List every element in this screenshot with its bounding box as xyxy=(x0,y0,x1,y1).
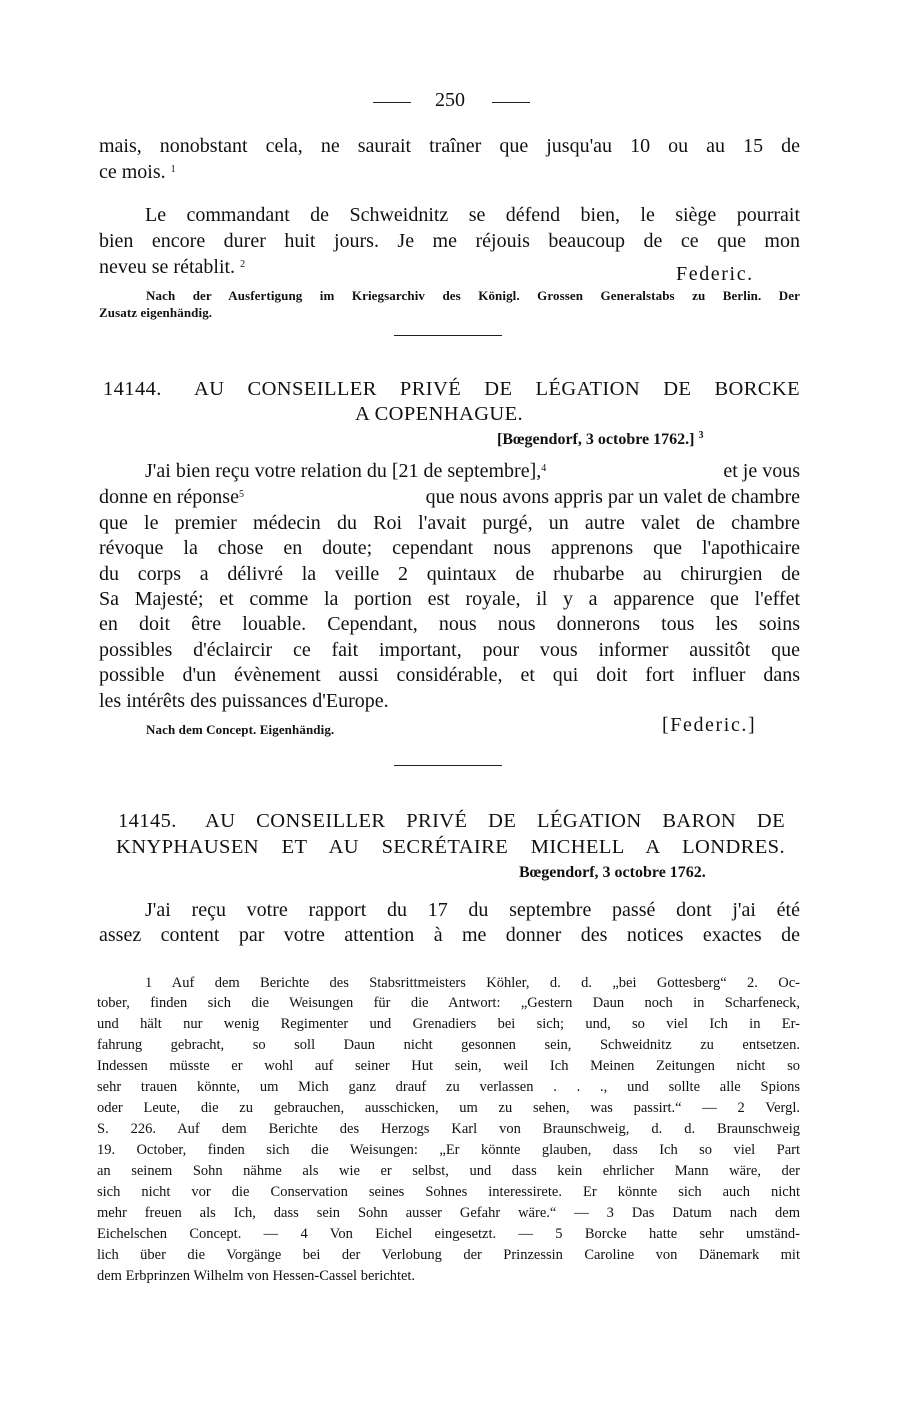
source-note-1-line-1: Nach der Ausfertigung im Kriegsarchiv des Königl. Grossen Generalstabs zu Berlin. Der xyxy=(146,288,800,303)
dateline-text: [Bœgendorf, 3 octobre 1762.] xyxy=(497,431,695,448)
letter-14144-line-8: possibles d'éclaircir ce fait important, pour vous informer aussitôt que xyxy=(99,639,800,661)
footnote-line-14: lich über die Vorgänge bei der Verlobung der Prinzessin Caroline von Dänemark mit xyxy=(97,1247,800,1263)
continuation-text: ce mois. xyxy=(99,161,166,183)
page-number-rule-left xyxy=(373,102,411,103)
signature-federic: Federic. xyxy=(676,263,754,285)
footnote-line-5: Indessen müsste er wohl auf seiner Hut sein, weil Ich Meinen Zeitungen nicht so xyxy=(97,1058,800,1074)
letter-14144-line-4: révoque la chose en doute; cependant nous apprenons que l'apothicaire xyxy=(99,537,800,559)
footnote-ref-4: 4 xyxy=(541,463,547,474)
footnote-line-6: sehr trauen könnte, um Mich ganz drauf zu verlassen . . ., und sollte alle Spions xyxy=(97,1079,800,1095)
footnote-line-12: mehr freuen als Ich, dass sein Sohn ausser Gefahr wäre.“ — 3 Das Datum nach dem xyxy=(97,1205,800,1221)
letter-14144-line-6: Sa Majesté; et comme la portion est royale, il y a apparence que l'effet xyxy=(99,588,800,610)
footnote-line-13: Eichelschen Concept. — 4 Von Eichel eingesetzt. — 5 Borcke hatte sehr umständ- xyxy=(97,1226,800,1242)
letter-14144-line-1-end: et je vous xyxy=(723,460,800,482)
letter-14144-heading-1: AU CONSEILLER PRIVÉ DE LÉGATION DE BORCKE xyxy=(194,378,800,400)
letter-14144-signature: [Federic.] xyxy=(662,714,757,736)
letter-14145-line-2: assez content par votre attention à me donner des notices exactes de xyxy=(99,924,800,946)
letter-14145-dateline: Bœgendorf, 3 octobre 1762. xyxy=(519,864,706,881)
page-number-rule-right xyxy=(492,102,530,103)
page-number: 250 xyxy=(435,89,465,111)
footnote-line-9: 19. October, finden sich die Weisungen: „Er könnte glauben, dass Ich so viel Part xyxy=(97,1142,800,1158)
continuation-line-2 xyxy=(99,160,176,185)
letter-14144-line-2-text: donne en réponse xyxy=(99,486,239,508)
letter-14144-line-10: les intérêts des puissances d'Europe. xyxy=(99,690,389,712)
footnote-line-7: oder Leute, die zu gebrauchen, ausschicken, um zu sehen, was passirt.“ — 2 Vergl. xyxy=(97,1100,800,1116)
section-divider-2 xyxy=(394,765,502,766)
letter-14144-heading-2: A COPENHAGUE. xyxy=(355,403,524,425)
letter-14145-heading-1: AU CONSEILLER PRIVÉ DE LÉGATION BARON DE xyxy=(205,810,785,832)
footnote-ref-2: 2 xyxy=(240,259,246,270)
paragraph1-line-1: Le commandant de Schweidnitz se défend bien, le siège pourrait xyxy=(145,204,800,226)
footnote-line-4: fahrung gebracht, so soll Daun nicht gesonnen sein, Schweidnitz zu entsetzen. xyxy=(97,1037,800,1053)
letter-14144-line-2 xyxy=(99,485,800,510)
letter-14144-line-9: possible d'un évènement aussi considérable, et qui doit fort influer dans xyxy=(99,664,800,686)
footnote-line-8: S. 226. Auf dem Berichte des Herzogs Karl von Braunschweig, d. d. Braunschweig xyxy=(97,1121,800,1137)
footnote-line-15: dem Erbprinzen Wilhelm von Hessen-Cassel berichtet. xyxy=(97,1268,416,1284)
footnote-ref-3: 3 xyxy=(698,430,704,441)
footnote-ref-5: 5 xyxy=(238,489,244,500)
letter-14144-source-note: Nach dem Concept. Eigenhändig. xyxy=(146,722,335,737)
letter-14144-line-1-start xyxy=(145,459,546,484)
letter-14144-line-1 xyxy=(145,459,800,484)
letter-14145-number: 14145. xyxy=(118,810,177,832)
footnote-line-1: 1 Auf dem Berichte des Stabsrittmeisters Köhler, d. d. „bei Gottesberg“ 2. Oc- xyxy=(145,975,800,991)
letter-14144-line-7: en doit être louable. Cependant, nous nous donnerons tous les soins xyxy=(99,613,800,635)
section-divider-1 xyxy=(394,335,502,336)
letter-14144-line-5: du corps a délivré la veille 2 quintaux de rhubarbe au chirurgien de xyxy=(99,563,800,585)
source-note-1-line-2: Zusatz eigenhändig. xyxy=(99,305,213,320)
footnote-line-11: sich nicht vor die Conservation seines Sohnes interessirete. Er könnte sich auch nicht xyxy=(97,1184,800,1200)
paragraph1-line-2: bien encore durer huit jours. Je me réjouis beaucoup de ce que mon xyxy=(99,230,800,252)
letter-14144-number: 14144. xyxy=(103,378,162,400)
letter-14144-line-2-end: que nous avons appris par un valet de chambre xyxy=(425,486,800,508)
letter-14144-dateline xyxy=(497,431,703,449)
footnote-line-3: und hält nur wenig Regimenter und Grenadiers bei sich; und, so viel Ich in Er- xyxy=(97,1016,800,1032)
footnote-ref-1: 1 xyxy=(170,164,176,175)
footnote-line-2: tober, finden sich die Weisungen für die Antwort: „Gestern Daun noch in Scharfeneck, xyxy=(97,995,800,1011)
paragraph1-text: neveu se rétablit. xyxy=(99,256,236,278)
letter-14145-heading-2: KNYPHAUSEN ET AU SECRÉTAIRE MICHELL A LONDRES. xyxy=(116,836,785,858)
paragraph1-line-3 xyxy=(99,255,245,280)
continuation-line-1: mais, nonobstant cela, ne saurait traîner que jusqu'au 10 ou au 15 de xyxy=(99,135,800,157)
letter-14145-line-1: J'ai reçu votre rapport du 17 du septembre passé dont j'ai été xyxy=(145,899,800,921)
footnote-line-10: an seinem Sohn nähme als wie er selbst, und dass kein ehrlicher Mann wäre, der xyxy=(97,1163,800,1179)
letter-14144-line-2-start xyxy=(99,485,244,510)
letter-14144-line-3: que le premier médecin du Roi l'avait purgé, un autre valet de chambre xyxy=(99,512,800,534)
letter-14144-line-1-text: J'ai bien reçu votre relation du [21 de septembre], xyxy=(145,460,542,482)
